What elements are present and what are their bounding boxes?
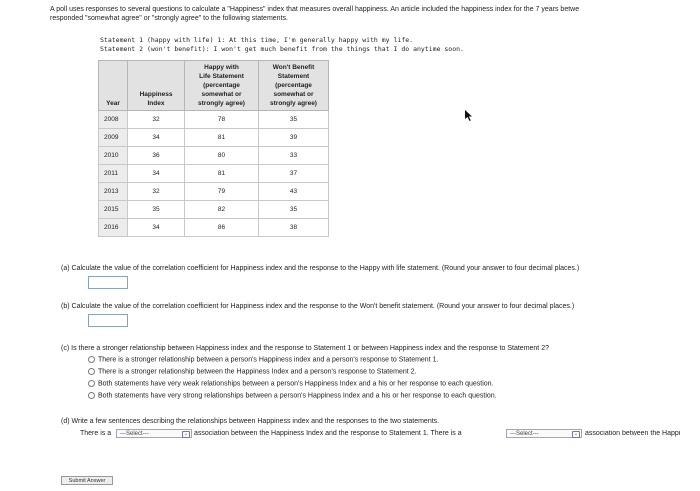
chevron-down-icon: ⌄ (183, 431, 189, 437)
submit-answer-button[interactable]: Submit Answer (61, 476, 113, 485)
happiness-cell: 34 (128, 129, 185, 147)
part-b-label: (b) (61, 303, 70, 310)
radio-button-icon[interactable] (88, 392, 95, 399)
wont-benefit-cell: 39 (259, 129, 329, 147)
part-d-prefix: There is a (80, 430, 112, 437)
part-a-label: (a) (61, 265, 70, 272)
part-c-option-4[interactable] (88, 392, 497, 399)
part-c-option-2[interactable] (88, 368, 416, 375)
part-d-label: (d) (61, 418, 70, 425)
happy-with-life-cell: 82 (185, 201, 259, 219)
part-c-option-3[interactable] (88, 380, 494, 387)
radio-button-icon[interactable] (88, 356, 95, 363)
year-cell: 2013 (99, 183, 128, 201)
part-d-middle: association between the Happiness Index and the response to Statement 1. There is a (194, 430, 462, 437)
radio-button-icon[interactable] (88, 368, 95, 375)
select-1-value: ---Select--- (120, 431, 149, 437)
chevron-down-icon: ⌄ (573, 431, 579, 437)
select-2-value: ---Select--- (510, 431, 539, 437)
part-a-answer-input[interactable] (88, 276, 128, 289)
happiness-cell: 34 (128, 165, 185, 183)
part-c-text: Is there a stronger relationship between Happiness index and the response to Statement 1 or between Happiness index and the response to Statement 2? (71, 345, 549, 352)
happiness-cell: 32 (128, 183, 185, 201)
table-row (99, 201, 329, 219)
option-label: Both statements have very strong relationships between a person's Happiness Index and a his or her response to each question. (98, 392, 497, 400)
statement-2: Statement 2 (won't benefit): I won't get much benefit from the things that I do anytime soon. (100, 45, 464, 53)
table-row (99, 147, 329, 165)
happiness-data-table (98, 60, 329, 237)
part-c-label: (c) (61, 345, 70, 352)
statement-1: Statement 1 (happy with life) 1: At this time, I'm generally happy with my life. (100, 36, 414, 44)
part-d-suffix: association between the Happi (585, 430, 681, 437)
wont-benefit-cell: 43 (259, 183, 329, 201)
mouse-cursor-icon (465, 110, 473, 121)
wont-benefit-cell: 38 (259, 219, 329, 237)
header-happiness-index: Happiness Index (128, 61, 185, 111)
part-d-select-1[interactable] (116, 429, 192, 438)
part-d-select-2[interactable] (506, 429, 582, 438)
part-a-text: Calculate the value of the correlation coefficient for Happiness index and the response to the Happy with life statement. (Round your answer to four decimal places.) (71, 265, 580, 272)
part-b-question (61, 303, 574, 310)
header-wont-benefit: Won't Benefit Statement (percentage somewhat or strongly agree) (259, 61, 329, 111)
year-cell: 2010 (99, 147, 128, 165)
part-d-text: Write a few sentences describing the relationships between Happiness index and the responses to the two statements. (71, 418, 440, 425)
happy-with-life-cell: 81 (185, 165, 259, 183)
happiness-cell: 32 (128, 111, 185, 129)
year-cell: 2016 (99, 219, 128, 237)
part-a-question (61, 265, 579, 272)
table-row (99, 129, 329, 147)
year-cell: 2015 (99, 201, 128, 219)
happiness-cell: 35 (128, 201, 185, 219)
happy-with-life-cell: 81 (185, 129, 259, 147)
happy-with-life-cell: 79 (185, 183, 259, 201)
wont-benefit-cell: 35 (259, 111, 329, 129)
option-label: There is a stronger relationship between the Happiness Index and a person's response to Statement 2. (98, 368, 417, 376)
intro-line-1: A poll uses responses to several questions to calculate a "Happiness" index that measures overall happiness. An article included the happiness index for the 7 years betwe (50, 6, 580, 13)
happy-with-life-cell: 80 (185, 147, 259, 165)
intro-line-2: responded "somewhat agree" or "strongly agree" to the following statements. (50, 15, 288, 22)
happy-with-life-cell: 78 (185, 111, 259, 129)
part-b-text: Calculate the value of the correlation coefficient for Happiness index and the response to the Won't benefit statement. (Round your answer to four decimal places.) (71, 303, 575, 310)
year-cell: 2008 (99, 111, 128, 129)
radio-button-icon[interactable] (88, 380, 95, 387)
year-cell: 2011 (99, 165, 128, 183)
table-row (99, 165, 329, 183)
wont-benefit-cell: 33 (259, 147, 329, 165)
table-row (99, 219, 329, 237)
option-label: Both statements have very weak relationships between a person's Happiness Index and a his or her response to each question. (98, 380, 494, 388)
part-b-answer-input[interactable] (88, 314, 128, 327)
year-cell: 2009 (99, 129, 128, 147)
part-c-question (61, 345, 549, 352)
happy-with-life-cell: 86 (185, 219, 259, 237)
option-label: There is a stronger relationship between a person's Happiness index and a person's response to Statement 1. (98, 356, 439, 364)
table-row (99, 183, 329, 201)
header-year: Year (99, 61, 128, 111)
wont-benefit-cell: 35 (259, 201, 329, 219)
part-c-option-1[interactable] (88, 356, 438, 363)
part-d-question (61, 418, 439, 425)
table-row (99, 111, 329, 129)
header-happy-with-life: Happy with Life Statement (percentage somewhat or strongly agree) (185, 61, 259, 111)
table-header-row (99, 61, 329, 111)
happiness-cell: 36 (128, 147, 185, 165)
wont-benefit-cell: 37 (259, 165, 329, 183)
happiness-cell: 34 (128, 219, 185, 237)
